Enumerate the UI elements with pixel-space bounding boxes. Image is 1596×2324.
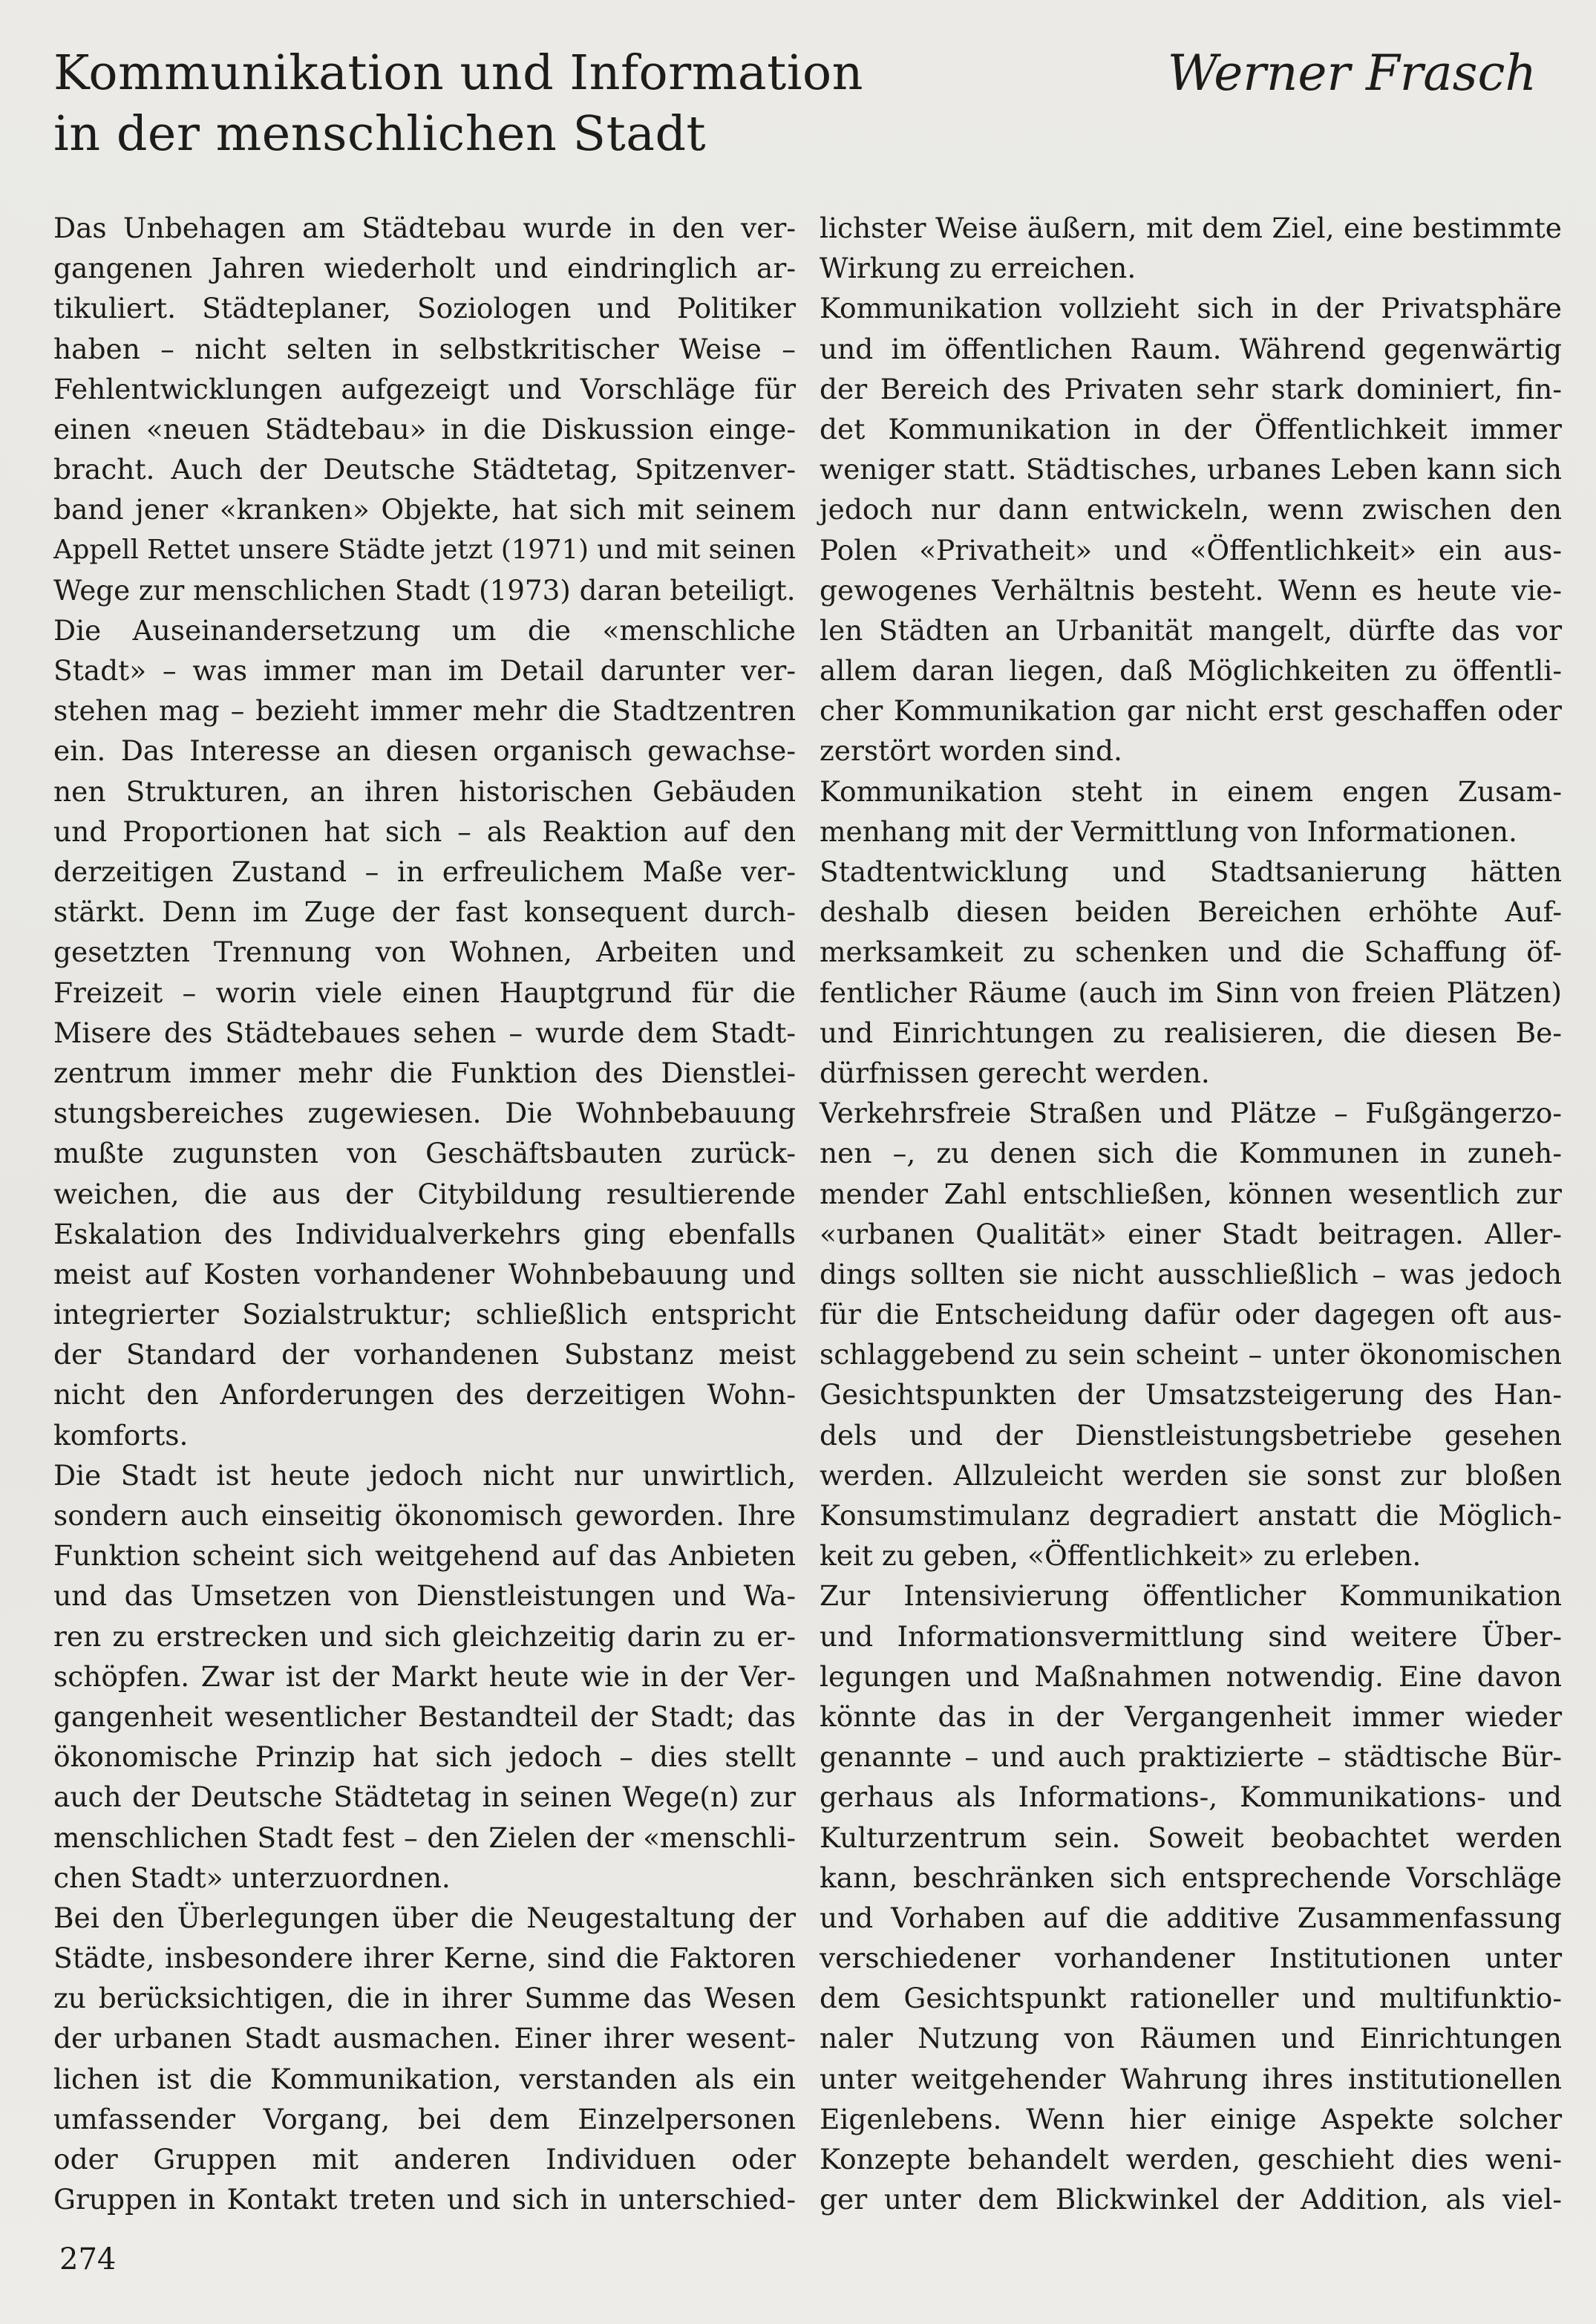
text-line: det Kommunikation in der Öffentlichkeit immer xyxy=(820,412,1562,445)
text-line: merksamkeit zu schenken und die Schaffung öf- xyxy=(820,936,1562,969)
text-line: naler Nutzung von Räumen und Einrichtungen xyxy=(820,2022,1562,2055)
text-line: und Proportionen hat sich – als Reaktion auf den xyxy=(53,815,796,848)
text-line: Appell Rettet unsere Städte jetzt (1971) und mit seinen xyxy=(53,534,796,565)
text-line: gangenheit wesentlicher Bestandteil der Stadt; das xyxy=(53,1700,796,1733)
text-line: keit zu geben, «Öffentlichkeit» zu erleben. xyxy=(820,1539,1422,1573)
text-line: kann, beschränken sich entsprechende Vorschläge xyxy=(820,1861,1562,1894)
text-line: Wege zur menschlichen Stadt (1973) daran beteiligt. xyxy=(53,573,796,607)
text-line: gesetzten Trennung von Wohnen, Arbeiten und xyxy=(53,936,796,969)
text-line: schlaggebend zu sein scheint – unter ökonomischen xyxy=(820,1338,1562,1371)
text-line: integrierter Sozialstruktur; schließlich entspricht xyxy=(53,1298,796,1331)
text-line: Stadtentwicklung und Stadtsanierung hätten xyxy=(820,855,1562,888)
text-line: zerstört worden sind. xyxy=(820,734,1122,768)
text-line: legungen und Maßnahmen notwendig. Eine davon xyxy=(820,1659,1562,1693)
text-line: meist auf Kosten vorhandener Wohnbebauung und xyxy=(53,1257,796,1290)
text-line: unter weitgehender Wahrung ihres institutionellen xyxy=(820,2062,1562,2095)
text-line: ger unter dem Blickwinkel der Addition, als viel- xyxy=(820,2183,1562,2216)
text-line: ökonomische Prinzip hat sich jedoch – dies stellt xyxy=(53,1740,796,1774)
text-line: oder Gruppen mit anderen Individuen oder xyxy=(53,2143,796,2176)
text-line: der urbanen Stadt ausmachen. Einer ihrer wesent- xyxy=(53,2022,796,2055)
text-line: schöpfen. Zwar ist der Markt heute wie in der Ver- xyxy=(53,1659,796,1693)
text-line: menhang mit der Vermittlung von Informationen. xyxy=(820,815,1517,848)
text-line: Bei den Überlegungen über die Neugestaltung der xyxy=(53,1901,796,1934)
text-line: der Bereich des Privaten sehr stark dominiert, fin- xyxy=(820,372,1562,405)
text-line: ein. Das Interesse an diesen organisch gewachse- xyxy=(53,734,796,768)
text-line: fentlicher Räume (auch im Sinn von freien Plätzen) xyxy=(820,976,1562,1009)
text-line: Polen «Privatheit» und «Öffentlichkeit» ein aus- xyxy=(820,533,1562,567)
left-column xyxy=(53,208,796,2219)
text-line: stärkt. Denn im Zuge der fast konsequent durch- xyxy=(53,895,796,929)
text-line: chen Stadt» unterzuordnen. xyxy=(53,1861,451,1894)
text-line: stehen mag – bezieht immer mehr die Stadtzentren xyxy=(53,694,796,728)
text-line: sondern auch einseitig ökonomisch geworden. Ihre xyxy=(53,1499,796,1532)
text-line: dels und der Dienstleistungsbetriebe gesehen xyxy=(820,1418,1562,1452)
right-column xyxy=(820,208,1562,2219)
text-line: Gesichtspunkten der Umsatzsteigerung des Han- xyxy=(820,1378,1562,1411)
text-line: einen «neuen Städtebau» in die Diskussion einge- xyxy=(53,412,796,445)
text-line: menschlichen Stadt fest – den Zielen der «menschli- xyxy=(53,1821,796,1854)
text-line: Zur Intensivierung öffentlicher Kommunikation xyxy=(820,1579,1562,1613)
text-line: auch der Deutsche Städtetag in seinen Wege(n) zur xyxy=(53,1780,796,1814)
text-line: len Städten an Urbanität mangelt, dürfte das vor xyxy=(820,613,1562,647)
text-line: Städte, insbesondere ihrer Kerne, sind die Faktoren xyxy=(53,1942,796,1975)
text-line: Kommunikation vollzieht sich in der Privatsphäre xyxy=(820,292,1562,325)
text-line: Gruppen in Kontakt treten und sich in unterschied- xyxy=(53,2183,796,2216)
text-line: Die Auseinandersetzung um die «menschliche xyxy=(53,613,796,647)
text-line: bracht. Auch der Deutsche Städtetag, Spitzenver- xyxy=(53,453,796,486)
text-line: gangenen Jahren wiederholt und eindringlich ar- xyxy=(53,252,796,285)
text-line: werden. Allzuleicht werden sie sonst zur bloßen xyxy=(820,1458,1562,1492)
text-line: stungsbereiches zugewiesen. Die Wohnbebauung xyxy=(53,1097,796,1130)
text-line: nen Strukturen, an ihren historischen Gebäuden xyxy=(53,774,796,808)
text-line: und das Umsetzen von Dienstleistungen und Wa- xyxy=(53,1579,796,1613)
article-title xyxy=(53,43,863,165)
text-line: Eigenlebens. Wenn hier einige Aspekte solcher xyxy=(820,2102,1562,2135)
text-line: Die Stadt ist heute jedoch nicht nur unwirtlich, xyxy=(53,1458,796,1492)
text-line: jedoch nur dann entwickeln, wenn zwischen den xyxy=(820,493,1562,526)
text-line: band jener «kranken» Objekte, hat sich mit seinem xyxy=(53,493,796,526)
text-line: derzeitigen Zustand – in erfreulichem Maße ver- xyxy=(53,855,796,888)
text-line: cher Kommunikation gar nicht erst geschaffen oder xyxy=(820,694,1562,728)
text-line: zentrum immer mehr die Funktion des Dienstlei- xyxy=(53,1056,796,1089)
text-line: allem daran liegen, daß Möglichkeiten zu öffentli- xyxy=(820,654,1562,688)
text-line: Eskalation des Individualverkehrs ging ebenfalls xyxy=(53,1217,796,1250)
text-line: gerhaus als Informations-, Kommunikations- und xyxy=(820,1780,1562,1814)
text-line: mender Zahl entschließen, können wesentlich zur xyxy=(820,1177,1562,1210)
text-line: und Informationsvermittlung sind weitere Über- xyxy=(820,1619,1562,1653)
text-line: Misere des Städtebaues sehen – wurde dem Stadt- xyxy=(53,1016,796,1049)
text-line: nicht den Anforderungen des derzeitigen Wohn- xyxy=(53,1378,796,1411)
text-line: genannte – und auch praktizierte – städtische Bür- xyxy=(820,1740,1562,1774)
text-line: Das Unbehagen am Städtebau wurde in den ver- xyxy=(53,212,796,244)
text-line: lichen ist die Kommunikation, verstanden als ein xyxy=(53,2062,796,2095)
text-line: Verkehrsfreie Straßen und Plätze – Fußgängerzo- xyxy=(820,1097,1562,1130)
text-line: Kulturzentrum sein. Soweit beobachtet werden xyxy=(820,1821,1562,1854)
text-line: haben – nicht selten in selbstkritischer Weise – xyxy=(53,332,796,365)
text-line: lichster Weise äußern, mit dem Ziel, eine bestimmte xyxy=(820,212,1562,244)
text-line: nen –, zu denen sich die Kommunen in zuneh- xyxy=(820,1137,1562,1170)
text-line: und Einrichtungen zu realisieren, die diesen Be- xyxy=(820,1016,1562,1049)
text-line: und Vorhaben auf die additive Zusammenfassung xyxy=(820,1901,1562,1934)
text-line: Stadt» – was immer man im Detail darunter ver- xyxy=(53,654,796,688)
text-line: umfassender Vorgang, bei dem Einzelpersonen xyxy=(53,2102,796,2135)
text-line: dürfnissen gerecht werden. xyxy=(820,1056,1210,1089)
text-line: Wirkung zu erreichen. xyxy=(820,252,1137,285)
text-line: Konzepte behandelt werden, geschieht dies weni- xyxy=(820,2143,1562,2176)
text-line: für die Entscheidung dafür oder dagegen oft aus- xyxy=(820,1298,1562,1331)
text-line: mußte zugunsten von Geschäftsbauten zurück- xyxy=(53,1137,796,1170)
text-line: zu berücksichtigen, die in ihrer Summe das Wesen xyxy=(53,1982,796,2015)
text-line: dem Gesichtspunkt rationeller und multifunktio- xyxy=(820,1982,1562,2015)
text-line: weniger statt. Städtisches, urbanes Leben kann sich xyxy=(820,453,1562,486)
text-line: Fehlentwicklungen aufgezeigt und Vorschläge für xyxy=(53,372,796,405)
title-line-1: Kommunikation und Information xyxy=(53,45,864,101)
text-line: könnte das in der Vergangenheit immer wieder xyxy=(820,1700,1562,1733)
text-line: Kommunikation steht in einem engen Zusam- xyxy=(820,774,1562,808)
text-line: tikuliert. Städteplaner, Soziologen und Politiker xyxy=(53,292,796,325)
text-line: Konsumstimulanz degradiert anstatt die Möglich- xyxy=(820,1499,1562,1532)
text-line: deshalb diesen beiden Bereichen erhöhte Auf- xyxy=(820,895,1562,929)
text-line: dings sollten sie nicht ausschließlich – was jedoch xyxy=(820,1257,1562,1290)
text-line: Freizeit – worin viele einen Hauptgrund für die xyxy=(53,976,796,1009)
text-line: komforts. xyxy=(53,1418,189,1452)
text-line: und im öffentlichen Raum. Während gegenwärtig xyxy=(820,332,1562,365)
text-line: verschiedener vorhandener Institutionen unter xyxy=(820,1942,1562,1975)
text-line: der Standard der vorhandenen Substanz meist xyxy=(53,1338,796,1371)
title-line-2: in der menschlichen Stadt xyxy=(53,106,707,162)
text-line: ren zu erstrecken und sich gleichzeitig darin zu er- xyxy=(53,1619,796,1653)
text-line: weichen, die aus der Citybildung resultierende xyxy=(53,1177,796,1210)
text-line: gewogenes Verhältnis besteht. Wenn es heute vie- xyxy=(820,573,1562,607)
text-line: Funktion scheint sich weitgehend auf das Anbieten xyxy=(53,1539,796,1573)
page-number: 274 xyxy=(59,2242,117,2276)
author-name: Werner Frasch xyxy=(1167,45,1537,102)
text-line: «urbanen Qualität» einer Stadt beitragen. Aller- xyxy=(820,1217,1562,1250)
